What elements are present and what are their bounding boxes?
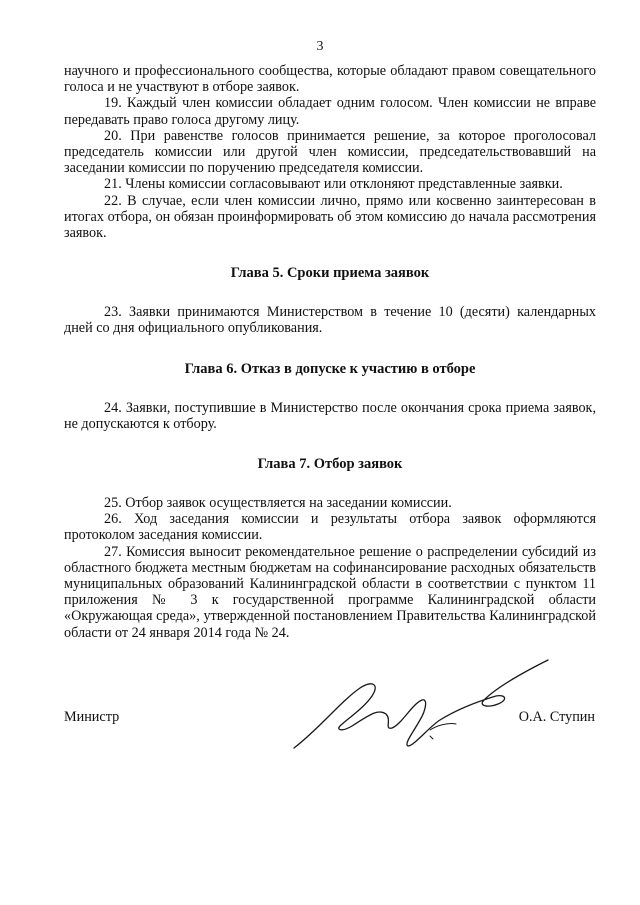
paragraph-22: 22. В случае, если член комиссии лично, прямо или косвенно заинтересован в итогах отбора, он обязан проинформировать об этом комиссию до начала рассмотрения заявок. [64,192,596,242]
paragraph-24: 24. Заявки, поступившие в Министерство после окончания срока приема заявок, не допускаются к отбору. [64,399,596,432]
paragraph-27: 27. Комиссия выносит рекомендательное решение о распределении субсидий из областного бюджета местным бюджетам на софинансирование расходных обязательств муниципальных образований Калининградской области в соответствии с пунктом 11 приложения № 3 к государственной программе Калининградской области «Окружающая среда», утвержденной постановлением Правительства Калининградской области от 24 января 2014 года № 24. [64,543,596,641]
paragraph-continuation: научного и профессионального сообщества, которые обладают правом совещательного голоса и не участвуют в отборе заявок. [64,63,596,96]
handwritten-signature [280,640,580,755]
paragraph-23: 23. Заявки принимаются Министерством в течение 10 (десяти) календарных дней со дня официального опубликования. [64,304,596,337]
paragraph-26: 26. Ход заседания комиссии и результаты отбора заявок оформляются протоколом заседания комиссии. [64,511,596,544]
signature-block [0,640,640,760]
signer-position: Министр [64,709,120,725]
paragraph-21: 21. Члены комиссии согласовывают или отклоняют представленные заявки. [104,176,563,193]
chapter-6-heading: Глава 6. Отказ в допуске к участию в отборе [184,360,476,377]
page-number: 3 [316,39,324,54]
chapter-7-heading: Глава 7. Отбор заявок [257,456,403,473]
signer-name: О.А. Ступин [518,709,595,725]
document-body [64,63,596,641]
chapter-5-heading: Глава 5. Сроки приема заявок [230,265,430,282]
paragraph-25: 25. Отбор заявок осуществляется на заседании комиссии. [104,495,452,512]
paragraph-20: 20. При равенстве голосов принимается решение, за которое проголосовал председатель комиссии или другой член комиссии, председательствовавший на заседании комиссии по поручению председателя комиссии. [64,127,596,177]
paragraph-19: 19. Каждый член комиссии обладает одним голосом. Член комиссии не вправе передавать право голоса другому лицу. [64,95,596,128]
